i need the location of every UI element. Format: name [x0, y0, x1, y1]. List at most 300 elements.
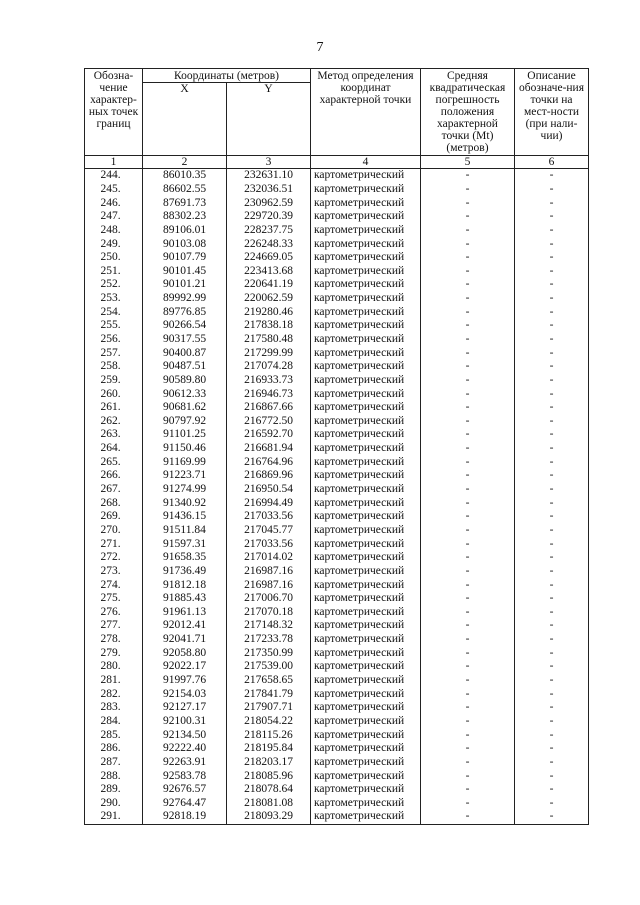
header-method: Метод определения координат характерной точки: [311, 69, 421, 156]
point-number-cell: 285.: [85, 728, 143, 742]
x-coordinate-cell: 90681.62: [143, 401, 227, 415]
method-cell: картометрический: [311, 305, 421, 319]
point-number-cell: 252.: [85, 278, 143, 292]
error-cell: -: [421, 687, 515, 701]
table-row: [85, 742, 589, 756]
method-cell: картометрический: [311, 796, 421, 810]
error-cell: -: [421, 742, 515, 756]
method-cell: картометрический: [311, 415, 421, 429]
table-row: [85, 374, 589, 388]
point-number-cell: 250.: [85, 251, 143, 265]
method-cell: картометрический: [311, 660, 421, 674]
table-body: [85, 169, 589, 825]
x-coordinate-cell: 90317.55: [143, 333, 227, 347]
error-cell: -: [421, 619, 515, 633]
error-cell: -: [421, 251, 515, 265]
y-coordinate-cell: 218195.84: [227, 742, 311, 756]
error-cell: -: [421, 183, 515, 197]
method-cell: картометрический: [311, 551, 421, 565]
y-coordinate-cell: 217580.48: [227, 333, 311, 347]
table-row: [85, 415, 589, 429]
description-cell: -: [515, 756, 589, 770]
error-cell: -: [421, 264, 515, 278]
error-cell: -: [421, 496, 515, 510]
description-cell: -: [515, 224, 589, 238]
description-cell: -: [515, 401, 589, 415]
error-cell: -: [421, 278, 515, 292]
method-cell: картометрический: [311, 333, 421, 347]
point-number-cell: 246.: [85, 196, 143, 210]
description-cell: -: [515, 510, 589, 524]
y-coordinate-cell: 232036.51: [227, 183, 311, 197]
method-cell: картометрический: [311, 742, 421, 756]
y-coordinate-cell: 216764.96: [227, 455, 311, 469]
point-number-cell: 259.: [85, 374, 143, 388]
header-y: Y: [227, 83, 311, 156]
point-number-cell: 271.: [85, 537, 143, 551]
point-number-cell: 276.: [85, 606, 143, 620]
error-cell: -: [421, 387, 515, 401]
error-cell: -: [421, 674, 515, 688]
error-cell: -: [421, 374, 515, 388]
x-coordinate-cell: 92012.41: [143, 619, 227, 633]
description-cell: -: [515, 387, 589, 401]
error-cell: -: [421, 346, 515, 360]
method-cell: картометрический: [311, 387, 421, 401]
header-error: Средняя квадратическая погрешность положения характерной точки (Mt) (метров): [421, 69, 515, 156]
description-cell: -: [515, 360, 589, 374]
table-row: [85, 646, 589, 660]
y-coordinate-cell: 217033.56: [227, 510, 311, 524]
table-row: [85, 619, 589, 633]
table-row: [85, 510, 589, 524]
method-cell: картометрический: [311, 578, 421, 592]
y-coordinate-cell: 216933.73: [227, 374, 311, 388]
description-cell: -: [515, 701, 589, 715]
point-number-cell: 253.: [85, 292, 143, 306]
error-cell: -: [421, 796, 515, 810]
y-coordinate-cell: 216994.49: [227, 496, 311, 510]
method-cell: картометрический: [311, 633, 421, 647]
y-coordinate-cell: 230962.59: [227, 196, 311, 210]
description-cell: -: [515, 278, 589, 292]
description-cell: -: [515, 292, 589, 306]
error-cell: -: [421, 592, 515, 606]
description-cell: -: [515, 592, 589, 606]
table-row: [85, 292, 589, 306]
x-coordinate-cell: 90487.51: [143, 360, 227, 374]
error-cell: -: [421, 701, 515, 715]
table-row: [85, 305, 589, 319]
point-number-cell: 267.: [85, 483, 143, 497]
x-coordinate-cell: 92100.31: [143, 715, 227, 729]
table-row: [85, 537, 589, 551]
point-number-cell: 289.: [85, 783, 143, 797]
description-cell: -: [515, 237, 589, 251]
table-row: [85, 442, 589, 456]
description-cell: -: [515, 742, 589, 756]
description-cell: -: [515, 428, 589, 442]
x-coordinate-cell: 92134.50: [143, 728, 227, 742]
y-coordinate-cell: 224669.05: [227, 251, 311, 265]
method-cell: картометрический: [311, 183, 421, 197]
page-number: 7: [316, 40, 324, 55]
point-number-cell: 262.: [85, 415, 143, 429]
table-row: [85, 210, 589, 224]
point-number-cell: 268.: [85, 496, 143, 510]
table-row: [85, 346, 589, 360]
x-coordinate-cell: 92022.17: [143, 660, 227, 674]
point-number-cell: 275.: [85, 592, 143, 606]
error-cell: -: [421, 578, 515, 592]
method-cell: картометрический: [311, 592, 421, 606]
method-cell: картометрический: [311, 728, 421, 742]
x-coordinate-cell: 89992.99: [143, 292, 227, 306]
x-coordinate-cell: 91150.46: [143, 442, 227, 456]
x-coordinate-cell: 90101.21: [143, 278, 227, 292]
error-cell: -: [421, 469, 515, 483]
x-coordinate-cell: 90797.92: [143, 415, 227, 429]
x-coordinate-cell: 92583.78: [143, 769, 227, 783]
y-coordinate-cell: 228237.75: [227, 224, 311, 238]
description-cell: -: [515, 264, 589, 278]
table-row: [85, 278, 589, 292]
description-cell: -: [515, 537, 589, 551]
method-cell: картометрический: [311, 455, 421, 469]
table-row: [85, 796, 589, 810]
description-cell: -: [515, 783, 589, 797]
method-cell: картометрический: [311, 319, 421, 333]
table-row: [85, 578, 589, 592]
header-point-designation: Обозна-чение характер-ных точек границ: [85, 69, 143, 156]
error-cell: -: [421, 442, 515, 456]
table-row: [85, 551, 589, 565]
y-coordinate-cell: 219280.46: [227, 305, 311, 319]
point-number-cell: 284.: [85, 715, 143, 729]
error-cell: -: [421, 333, 515, 347]
x-coordinate-cell: 91340.92: [143, 496, 227, 510]
description-cell: -: [515, 646, 589, 660]
point-number-cell: 244.: [85, 169, 143, 183]
method-cell: картометрический: [311, 264, 421, 278]
method-cell: картометрический: [311, 687, 421, 701]
x-coordinate-cell: 90589.80: [143, 374, 227, 388]
y-coordinate-cell: 216869.96: [227, 469, 311, 483]
table-row: [85, 810, 589, 824]
table-row: [85, 592, 589, 606]
description-cell: -: [515, 674, 589, 688]
point-number-cell: 258.: [85, 360, 143, 374]
point-number-cell: 249.: [85, 237, 143, 251]
y-coordinate-cell: 217074.28: [227, 360, 311, 374]
description-cell: -: [515, 578, 589, 592]
x-coordinate-cell: 91961.13: [143, 606, 227, 620]
x-coordinate-cell: 90101.45: [143, 264, 227, 278]
method-cell: картометрический: [311, 360, 421, 374]
point-number-cell: 273.: [85, 565, 143, 579]
description-cell: -: [515, 374, 589, 388]
y-coordinate-cell: 217033.56: [227, 537, 311, 551]
y-coordinate-cell: 217014.02: [227, 551, 311, 565]
description-cell: -: [515, 455, 589, 469]
error-cell: -: [421, 606, 515, 620]
table-row: [85, 687, 589, 701]
x-coordinate-cell: 90400.87: [143, 346, 227, 360]
x-coordinate-cell: 86010.35: [143, 169, 227, 183]
method-cell: картометрический: [311, 224, 421, 238]
error-cell: -: [421, 537, 515, 551]
error-cell: -: [421, 169, 515, 183]
x-coordinate-cell: 89106.01: [143, 224, 227, 238]
table-row: [85, 224, 589, 238]
error-cell: -: [421, 415, 515, 429]
x-coordinate-cell: 88302.23: [143, 210, 227, 224]
header-coordinates: Координаты (метров): [143, 69, 311, 83]
coordinates-table: [84, 68, 589, 825]
point-number-cell: 277.: [85, 619, 143, 633]
table-row: [85, 455, 589, 469]
y-coordinate-cell: 216681.94: [227, 442, 311, 456]
x-coordinate-cell: 86602.55: [143, 183, 227, 197]
point-number-cell: 274.: [85, 578, 143, 592]
point-number-cell: 251.: [85, 264, 143, 278]
x-coordinate-cell: 89776.85: [143, 305, 227, 319]
description-cell: -: [515, 442, 589, 456]
error-cell: -: [421, 646, 515, 660]
method-cell: картометрический: [311, 483, 421, 497]
x-coordinate-cell: 91169.99: [143, 455, 227, 469]
point-number-cell: 280.: [85, 660, 143, 674]
point-number-cell: 287.: [85, 756, 143, 770]
table-row: [85, 524, 589, 538]
x-coordinate-cell: 87691.73: [143, 196, 227, 210]
y-coordinate-cell: 217539.00: [227, 660, 311, 674]
method-cell: картометрический: [311, 210, 421, 224]
y-coordinate-cell: 217006.70: [227, 592, 311, 606]
method-cell: картометрический: [311, 701, 421, 715]
column-number: 3: [227, 156, 311, 169]
table-row: [85, 196, 589, 210]
error-cell: -: [421, 551, 515, 565]
point-number-cell: 257.: [85, 346, 143, 360]
x-coordinate-cell: 92127.17: [143, 701, 227, 715]
error-cell: -: [421, 401, 515, 415]
y-coordinate-cell: 218081.08: [227, 796, 311, 810]
table-row: [85, 401, 589, 415]
y-coordinate-cell: 216592.70: [227, 428, 311, 442]
y-coordinate-cell: 217838.18: [227, 319, 311, 333]
x-coordinate-cell: 92676.57: [143, 783, 227, 797]
point-number-cell: 265.: [85, 455, 143, 469]
point-number-cell: 254.: [85, 305, 143, 319]
y-coordinate-cell: 223413.68: [227, 264, 311, 278]
description-cell: -: [515, 619, 589, 633]
description-cell: -: [515, 483, 589, 497]
description-cell: -: [515, 606, 589, 620]
y-coordinate-cell: 216946.73: [227, 387, 311, 401]
table-row: [85, 701, 589, 715]
method-cell: картометрический: [311, 251, 421, 265]
description-cell: -: [515, 183, 589, 197]
y-coordinate-cell: 217233.78: [227, 633, 311, 647]
table-row: [85, 360, 589, 374]
point-number-cell: 266.: [85, 469, 143, 483]
point-number-cell: 281.: [85, 674, 143, 688]
column-number: 4: [311, 156, 421, 169]
description-cell: -: [515, 728, 589, 742]
description-cell: -: [515, 715, 589, 729]
column-number: 5: [421, 156, 515, 169]
y-coordinate-cell: 217658.65: [227, 674, 311, 688]
y-coordinate-cell: 217350.99: [227, 646, 311, 660]
table-row: [85, 728, 589, 742]
method-cell: картометрический: [311, 783, 421, 797]
header-description: Описание обозначе-ния точки на мест-ности (при нали-чии): [515, 69, 589, 156]
description-cell: -: [515, 496, 589, 510]
description-cell: -: [515, 469, 589, 483]
point-number-cell: 278.: [85, 633, 143, 647]
table-row: [85, 674, 589, 688]
point-number-cell: 261.: [85, 401, 143, 415]
table-row: [85, 319, 589, 333]
error-cell: -: [421, 455, 515, 469]
table-row: [85, 483, 589, 497]
description-cell: -: [515, 565, 589, 579]
error-cell: -: [421, 224, 515, 238]
method-cell: картометрический: [311, 401, 421, 415]
table-row: [85, 469, 589, 483]
error-cell: -: [421, 360, 515, 374]
point-number-cell: 282.: [85, 687, 143, 701]
method-cell: картометрический: [311, 292, 421, 306]
x-coordinate-cell: 91736.49: [143, 565, 227, 579]
description-cell: -: [515, 346, 589, 360]
table-row: [85, 660, 589, 674]
table-row: [85, 428, 589, 442]
y-coordinate-cell: 220062.59: [227, 292, 311, 306]
x-coordinate-cell: 92058.80: [143, 646, 227, 660]
table-row: [85, 633, 589, 647]
x-coordinate-cell: 91436.15: [143, 510, 227, 524]
error-cell: -: [421, 769, 515, 783]
description-cell: -: [515, 210, 589, 224]
method-cell: картометрический: [311, 537, 421, 551]
point-number-cell: 256.: [85, 333, 143, 347]
column-number: 1: [85, 156, 143, 169]
method-cell: картометрический: [311, 346, 421, 360]
error-cell: -: [421, 237, 515, 251]
method-cell: картометрический: [311, 196, 421, 210]
table-row: [85, 783, 589, 797]
table-row: [85, 264, 589, 278]
method-cell: картометрический: [311, 496, 421, 510]
description-cell: -: [515, 333, 589, 347]
column-number: 2: [143, 156, 227, 169]
description-cell: -: [515, 305, 589, 319]
y-coordinate-cell: 216987.16: [227, 578, 311, 592]
y-coordinate-cell: 217148.32: [227, 619, 311, 633]
error-cell: -: [421, 756, 515, 770]
method-cell: картометрический: [311, 565, 421, 579]
table-row: [85, 169, 589, 183]
x-coordinate-cell: 92041.71: [143, 633, 227, 647]
description-cell: -: [515, 169, 589, 183]
y-coordinate-cell: 217907.71: [227, 701, 311, 715]
x-coordinate-cell: 92222.40: [143, 742, 227, 756]
y-coordinate-cell: 217299.99: [227, 346, 311, 360]
column-number: 6: [515, 156, 589, 169]
description-cell: -: [515, 524, 589, 538]
error-cell: -: [421, 292, 515, 306]
point-number-cell: 247.: [85, 210, 143, 224]
table-header: [85, 69, 589, 169]
method-cell: картометрический: [311, 619, 421, 633]
method-cell: картометрический: [311, 769, 421, 783]
y-coordinate-cell: 217841.79: [227, 687, 311, 701]
table-row: [85, 251, 589, 265]
column-number-row: [85, 156, 589, 169]
method-cell: картометрический: [311, 442, 421, 456]
description-cell: -: [515, 319, 589, 333]
x-coordinate-cell: 92818.19: [143, 810, 227, 824]
description-cell: -: [515, 633, 589, 647]
y-coordinate-cell: 217045.77: [227, 524, 311, 538]
method-cell: картометрический: [311, 756, 421, 770]
y-coordinate-cell: 218085.96: [227, 769, 311, 783]
x-coordinate-cell: 92154.03: [143, 687, 227, 701]
method-cell: картометрический: [311, 278, 421, 292]
table-row: [85, 496, 589, 510]
x-coordinate-cell: 90107.79: [143, 251, 227, 265]
x-coordinate-cell: 92263.91: [143, 756, 227, 770]
description-cell: -: [515, 196, 589, 210]
method-cell: картометрический: [311, 428, 421, 442]
x-coordinate-cell: 91511.84: [143, 524, 227, 538]
method-cell: картометрический: [311, 810, 421, 824]
x-coordinate-cell: 91274.99: [143, 483, 227, 497]
description-cell: -: [515, 796, 589, 810]
error-cell: -: [421, 196, 515, 210]
table-row: [85, 565, 589, 579]
x-coordinate-cell: 90612.33: [143, 387, 227, 401]
point-number-cell: 270.: [85, 524, 143, 538]
description-cell: -: [515, 687, 589, 701]
x-coordinate-cell: 91597.31: [143, 537, 227, 551]
y-coordinate-cell: 229720.39: [227, 210, 311, 224]
y-coordinate-cell: 218115.26: [227, 728, 311, 742]
table-row: [85, 387, 589, 401]
y-coordinate-cell: 218054.22: [227, 715, 311, 729]
point-number-cell: 279.: [85, 646, 143, 660]
error-cell: -: [421, 510, 515, 524]
x-coordinate-cell: 91997.76: [143, 674, 227, 688]
description-cell: -: [515, 810, 589, 824]
method-cell: картометрический: [311, 524, 421, 538]
x-coordinate-cell: 91101.25: [143, 428, 227, 442]
x-coordinate-cell: 90266.54: [143, 319, 227, 333]
x-coordinate-cell: 92764.47: [143, 796, 227, 810]
x-coordinate-cell: 91885.43: [143, 592, 227, 606]
y-coordinate-cell: 216867.66: [227, 401, 311, 415]
error-cell: -: [421, 660, 515, 674]
y-coordinate-cell: 216772.50: [227, 415, 311, 429]
table-row: [85, 237, 589, 251]
error-cell: -: [421, 810, 515, 824]
method-cell: картометрический: [311, 237, 421, 251]
description-cell: -: [515, 415, 589, 429]
y-coordinate-cell: 232631.10: [227, 169, 311, 183]
point-number-cell: 248.: [85, 224, 143, 238]
